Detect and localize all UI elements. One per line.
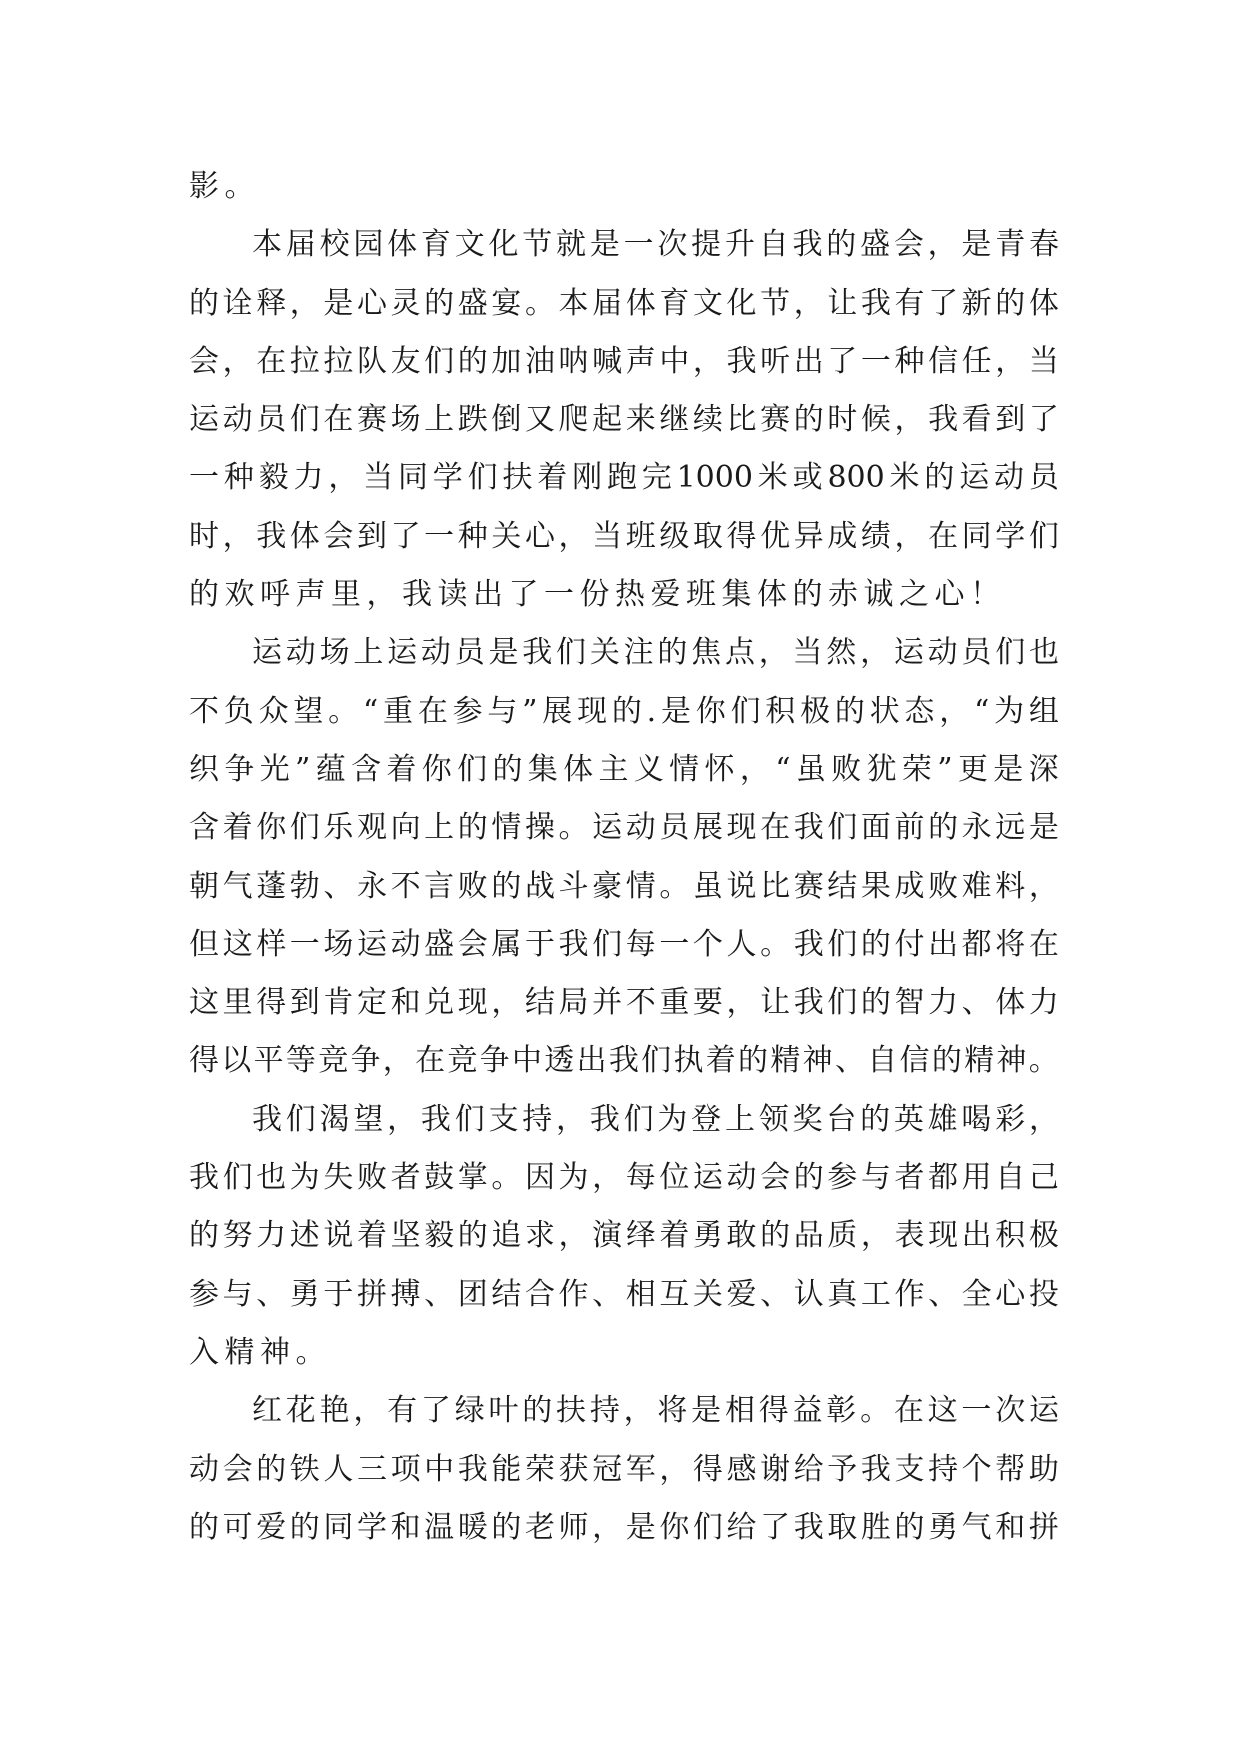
text-line: 不 负 众 望 。 “ 重 在 参 与 ” 展 现 的 . 是 你 们 积 极 的 状 态 ， “ 为 组 bbox=[189, 693, 1059, 729]
text-line: 我 们 也 为 失 败 者 鼓 掌 。 因 为 ， 每 位 运 动 会 的 参 与 者 都 用 自 己 bbox=[189, 1160, 1059, 1196]
text-line: 的 诠 释 ， 是 心 灵 的 盛 宴 。 本 届 体 育 文 化 节 ， 让 我 有 了 新 的 体 bbox=[189, 285, 1059, 321]
text-line: 的欢呼声里，我读出了一份热爱班集体的赤诚之心！ bbox=[189, 577, 1006, 613]
text-line: 动 会 的 铁 人 三 项 中 我 能 荣 获 冠 军 ， 得 感 谢 给 予 我 支 持 个 帮 助 bbox=[189, 1451, 1059, 1487]
text-line: 含 着 你 们 乐 观 向 上 的 情 操 。 运 动 员 展 现 在 我 们 面 前 的 永 远 是 bbox=[189, 810, 1059, 846]
text-line: 的 可 爱 的 同 学 和 温 暖 的 老 师 ， 是 你 们 给 了 我 取 胜 的 勇 气 和 拼 bbox=[189, 1509, 1059, 1545]
text-line: 朝 气 蓬 勃 、 永 不 言 败 的 战 斗 豪 情 。 虽 说 比 赛 结 果 成 败 难 料 ， bbox=[189, 868, 1059, 904]
text-line: 红 花 艳 ， 有 了 绿 叶 的 扶 持 ， 将 是 相 得 益 彰 。 在 这 一 次 运 bbox=[252, 1393, 1059, 1429]
text-line: 的 努 力 述 说 着 坚 毅 的 追 求 ， 演 绎 着 勇 敢 的 品 质 ， 表 现 出 积 极 bbox=[189, 1218, 1059, 1254]
text-line: 影。 bbox=[189, 169, 260, 204]
text-line: 我 们 渴 望 ， 我 们 支 持 ， 我 们 为 登 上 领 奖 台 的 英 雄 喝 彩 ， bbox=[252, 1101, 1059, 1137]
text-line: 参 与 、 勇 于 拼 搏 、 团 结 合 作 、 相 互 关 爱 、 认 真 工 作 、 全 心 投 bbox=[189, 1276, 1059, 1312]
text-line: 但 这 样 一 场 运 动 盛 会 属 于 我 们 每 一 个 人 。 我 们 的 付 出 都 将 在 bbox=[189, 926, 1059, 962]
text-line: 会 ， 在 拉 拉 队 友 们 的 加 油 呐 喊 声 中 ， 我 听 出 了 一 种 信 任 ， 当 bbox=[189, 343, 1059, 379]
text-line: 这 里 得 到 肯 定 和 兑 现 ， 结 局 并 不 重 要 ， 让 我 们 的 智 力 、 体 力 bbox=[189, 985, 1059, 1021]
text-line: 运 动 员 们 在 赛 场 上 跌 倒 又 爬 起 来 继 续 比 赛 的 时 候 ， 我 看 到 了 bbox=[189, 402, 1059, 438]
text-line: 入精神。 bbox=[189, 1334, 331, 1370]
text-line: 本 届 校 园 体 育 文 化 节 就 是 一 次 提 升 自 我 的 盛 会 ， 是 青 春 bbox=[252, 227, 1059, 263]
text-line: 运 动 场 上 运 动 员 是 我 们 关 注 的 焦 点 ， 当 然 ， 运 动 员 们 也 bbox=[252, 635, 1059, 671]
body-text bbox=[189, 158, 1059, 1557]
text-line: 织 争 光 ” 蕴 含 着 你 们 的 集 体 主 义 情 怀 ， “ 虽 败 犹 荣 ” 更 是 深 bbox=[189, 751, 1059, 787]
text-line: 一 种 毅 力 ， 当 同 学 们 扶 着 刚 跑 完 1000 米 或 800 米 的 运 动 员 bbox=[189, 460, 1059, 496]
text-line: 得 以 平 等 竞 争 ， 在 竞 争 中 透 出 我 们 执 着 的 精 神 、 自 信 的 精 神 。 bbox=[189, 1043, 1059, 1079]
text-line: 时 ， 我 体 会 到 了 一 种 关 心 ， 当 班 级 取 得 优 异 成 绩 ， 在 同 学 们 bbox=[189, 518, 1059, 554]
